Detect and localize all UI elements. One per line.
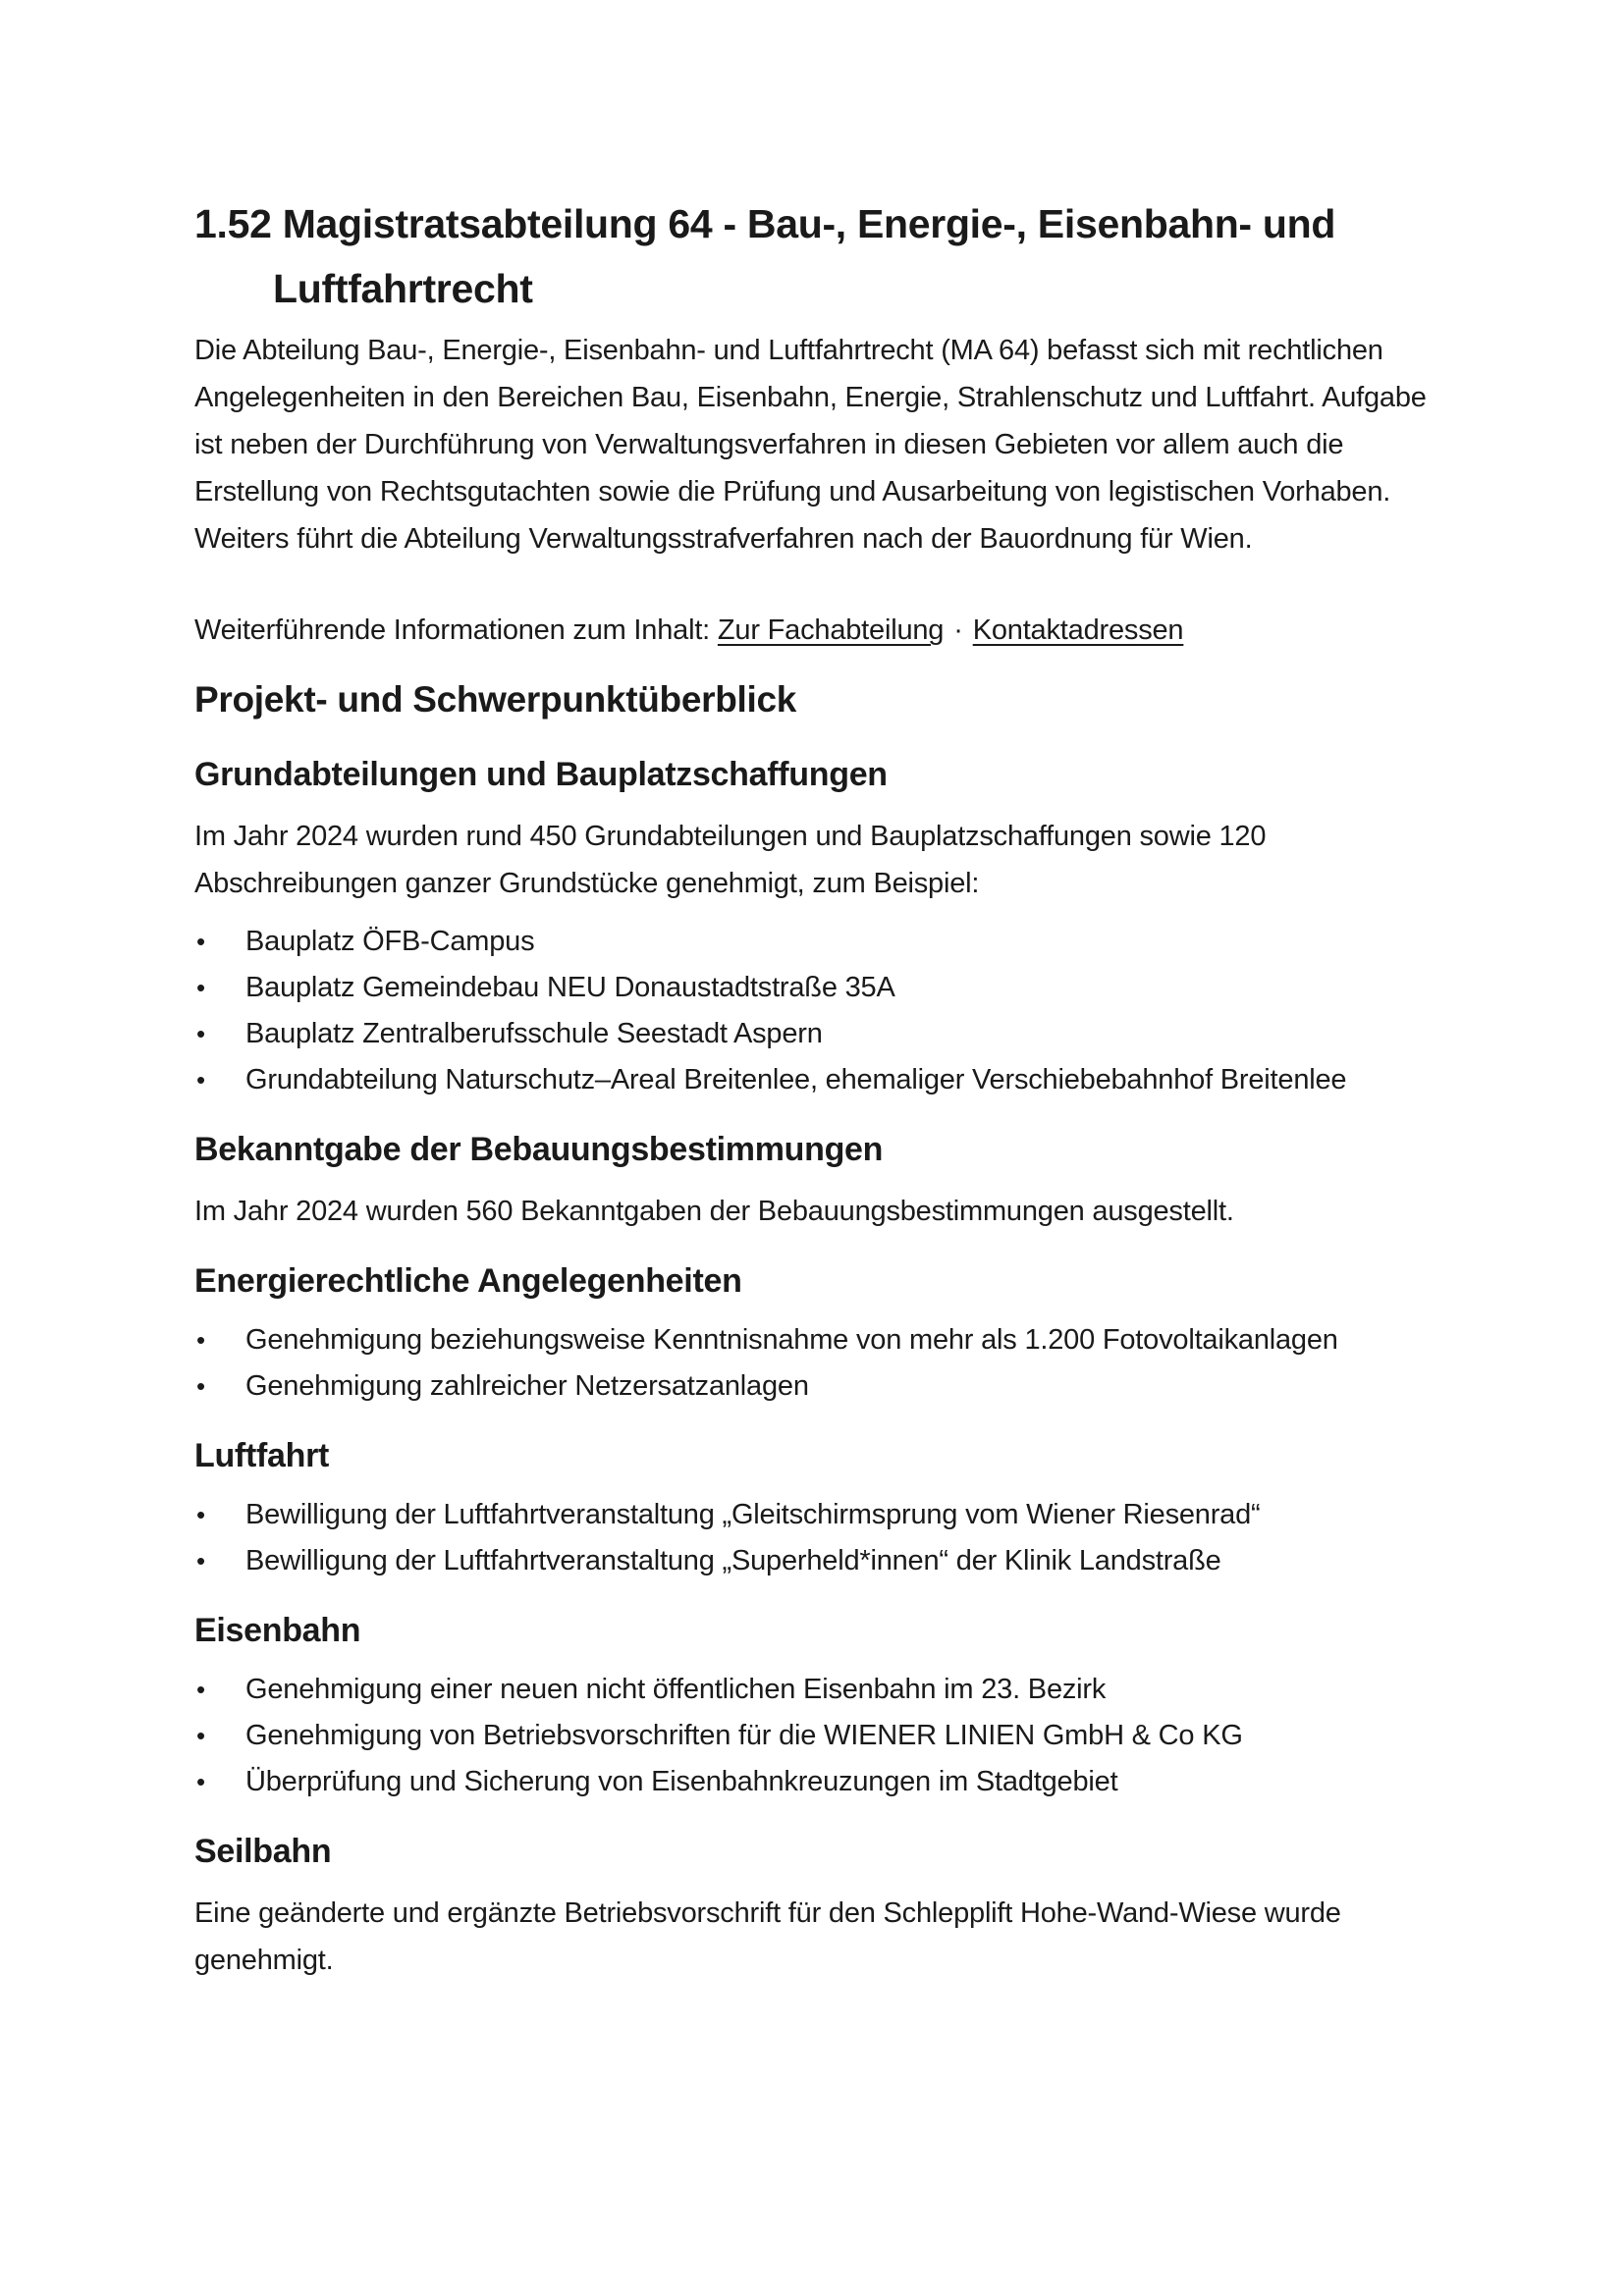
bullet-icon: • (196, 1767, 205, 1796)
list-item: • Grundabteilung Naturschutz–Areal Breitenlee, ehemaliger Verschiebebahnhof Breitenlee (194, 1057, 1434, 1103)
overview-heading: Projekt- und Schwerpunktüberblick (194, 679, 797, 720)
further-info-label: Weiterführende Informationen zum Inhalt: (194, 614, 711, 646)
bullet-icon: • (196, 973, 205, 1002)
link-separator: · (953, 614, 963, 646)
bullet-icon: • (196, 1546, 205, 1575)
list-item: • Bauplatz Gemeindebau NEU Donaustadtstraße 35A (194, 965, 1434, 1011)
further-info-line (194, 607, 1434, 654)
page-title: 1.52 Magistratsabteilung 64 - Bau-, Energie-, Eisenbahn- und Luftfahrtrecht (194, 201, 1336, 311)
fachabteilung-link[interactable]: Zur Fachabteilung (717, 614, 945, 646)
bullet-icon: • (196, 1019, 205, 1048)
bullet-icon: • (196, 1065, 205, 1095)
list-item: • Genehmigung zahlreicher Netzersatzanlagen (194, 1363, 1434, 1410)
bullet-icon: • (196, 1721, 205, 1750)
list-item: • Bewilligung der Luftfahrtveranstaltung „Gleitschirmsprung vom Wiener Riesenrad“ (194, 1492, 1434, 1538)
bullet-icon: • (196, 1675, 205, 1704)
section-text-bebauung: Im Jahr 2024 wurden 560 Bekanntgaben der Bebauungsbestimmungen ausgestellt. (194, 1196, 1234, 1227)
bullet-icon: • (196, 1500, 205, 1529)
list-eisenbahn (194, 1667, 1434, 1805)
section-heading-luftfahrt: Luftfahrt (194, 1437, 330, 1474)
list-item: • Bauplatz ÖFB-Campus (194, 919, 1434, 965)
bullet-icon: • (196, 1325, 205, 1355)
intro-paragraph: Die Abteilung Bau-, Energie-, Eisenbahn- und Luftfahrtrecht (MA 64) befasst sich mit rechtlichen Angelegenheiten in den Bereichen Bau, Eisenbahn, Energie, Strahlenschutz und Luftfahrt. Aufgabe ist neben der Durchführung von Verwaltungsverfahren in diesen Gebieten vor allem auch die Erstellung von Rechtsgutachten sowie die Prüfung und Ausarbeitung von legistischen Vorhaben. Weiters führt die Abteilung Verwaltungsstrafverfahren nach der Bauordnung für Wien. (194, 335, 1427, 555)
bullet-icon: • (196, 1371, 205, 1401)
bullet-icon: • (196, 927, 205, 956)
section-heading-energie: Energierechtliche Angelegenheiten (194, 1262, 742, 1300)
section-text-seilbahn: Eine geänderte und ergänzte Betriebsvorschrift für den Schlepplift Hohe-Wand-Wiese wurde genehmigt. (194, 1897, 1341, 1976)
list-item: • Bewilligung der Luftfahrtveranstaltung „Superheld*innen“ der Klinik Landstraße (194, 1538, 1434, 1584)
list-energie (194, 1317, 1434, 1410)
list-luftfahrt (194, 1492, 1434, 1584)
list-item: • Bauplatz Zentralberufsschule Seestadt Aspern (194, 1011, 1434, 1057)
section-heading-bebauung: Bekanntgabe der Bebauungsbestimmungen (194, 1131, 884, 1168)
list-grund (194, 919, 1434, 1103)
list-item: • Genehmigung einer neuen nicht öffentlichen Eisenbahn im 23. Bezirk (194, 1667, 1434, 1713)
list-item: • Genehmigung beziehungsweise Kenntnisnahme von mehr als 1.200 Fotovoltaikanlagen (194, 1317, 1434, 1363)
section-text-grund: Im Jahr 2024 wurden rund 450 Grundabteilungen und Bauplatzschaffungen sowie 120 Abschreibungen ganzer Grundstücke genehmigt, zum Beispiel: (194, 821, 1267, 899)
section-heading-seilbahn: Seilbahn (194, 1833, 332, 1870)
list-item: • Genehmigung von Betriebsvorschriften für die WIENER LINIEN GmbH & Co KG (194, 1713, 1434, 1759)
section-heading-eisenbahn: Eisenbahn (194, 1612, 361, 1649)
kontaktadressen-link[interactable]: Kontaktadressen (972, 614, 1184, 646)
section-heading-grund: Grundabteilungen und Bauplatzschaffungen (194, 756, 888, 793)
document-page (194, 191, 1434, 1984)
list-item: • Überprüfung und Sicherung von Eisenbahnkreuzungen im Stadtgebiet (194, 1759, 1434, 1805)
